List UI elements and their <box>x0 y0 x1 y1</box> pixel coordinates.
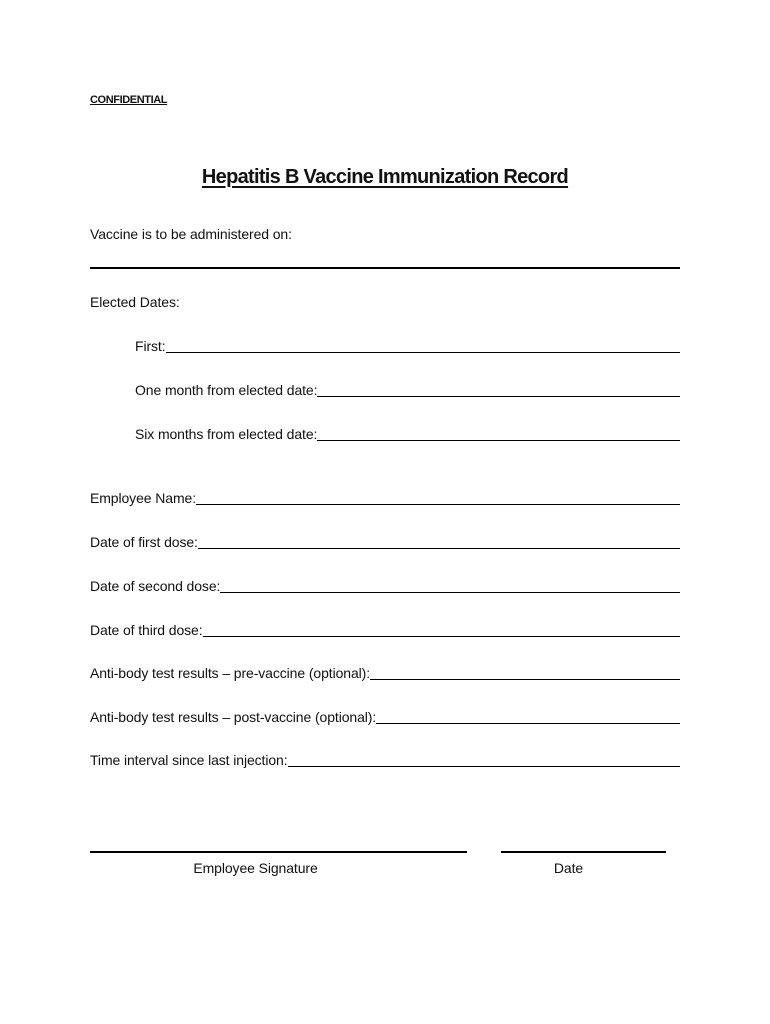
intro-line: Vaccine is to be administered on: <box>90 226 292 242</box>
field-row-elected-first <box>90 337 680 355</box>
blank-line-elected-first <box>166 337 680 353</box>
field-row-one-month <box>90 381 680 399</box>
field-row-post-vaccine <box>90 708 680 726</box>
elected-dates-heading: Elected Dates: <box>90 294 180 310</box>
field-row-employee-name <box>90 489 680 507</box>
blank-line-first-dose <box>198 533 680 549</box>
field-label-employee-name: Employee Name: <box>90 490 196 506</box>
signature-date-label: Date <box>553 860 584 876</box>
field-label-post-vaccine: Anti-body test results – post-vaccine (optional): <box>90 709 377 725</box>
field-label-time-interval: Time interval since last injection: <box>90 752 288 768</box>
employee-signature-label: Employee Signature <box>193 860 318 876</box>
field-row-six-months <box>90 425 680 443</box>
divider-rule <box>90 267 680 269</box>
field-label-pre-vaccine: Anti-body test results – pre-vaccine (optional): <box>90 665 370 681</box>
field-row-second-dose <box>90 577 680 595</box>
signature-date-line <box>501 851 666 877</box>
blank-line-second-dose <box>220 577 680 593</box>
blank-line-one-month <box>317 381 680 397</box>
field-row-third-dose <box>90 621 680 639</box>
field-label-third-dose: Date of third dose: <box>90 622 203 638</box>
confidential-label: CONFIDENTIAL <box>90 94 168 106</box>
field-row-time-interval <box>90 751 680 769</box>
signature-section <box>90 851 680 877</box>
field-label-one-month: One month from elected date: <box>135 382 318 398</box>
blank-line-post-vaccine <box>376 708 680 724</box>
field-label-second-dose: Date of second dose: <box>90 578 221 594</box>
field-row-first-dose <box>90 533 680 551</box>
field-label-first-dose: Date of first dose: <box>90 534 198 550</box>
blank-line-third-dose <box>203 621 681 637</box>
blank-line-pre-vaccine <box>370 664 680 680</box>
field-row-pre-vaccine <box>90 664 680 682</box>
blank-line-six-months <box>317 425 680 441</box>
blank-line-time-interval <box>288 751 680 767</box>
blank-line-employee-name <box>196 489 680 505</box>
field-label-six-months: Six months from elected date: <box>135 426 318 442</box>
employee-signature-line <box>90 851 467 877</box>
document-title: Hepatitis B Vaccine Immunization Record <box>201 166 569 188</box>
field-label-elected-first: First: <box>135 338 166 354</box>
